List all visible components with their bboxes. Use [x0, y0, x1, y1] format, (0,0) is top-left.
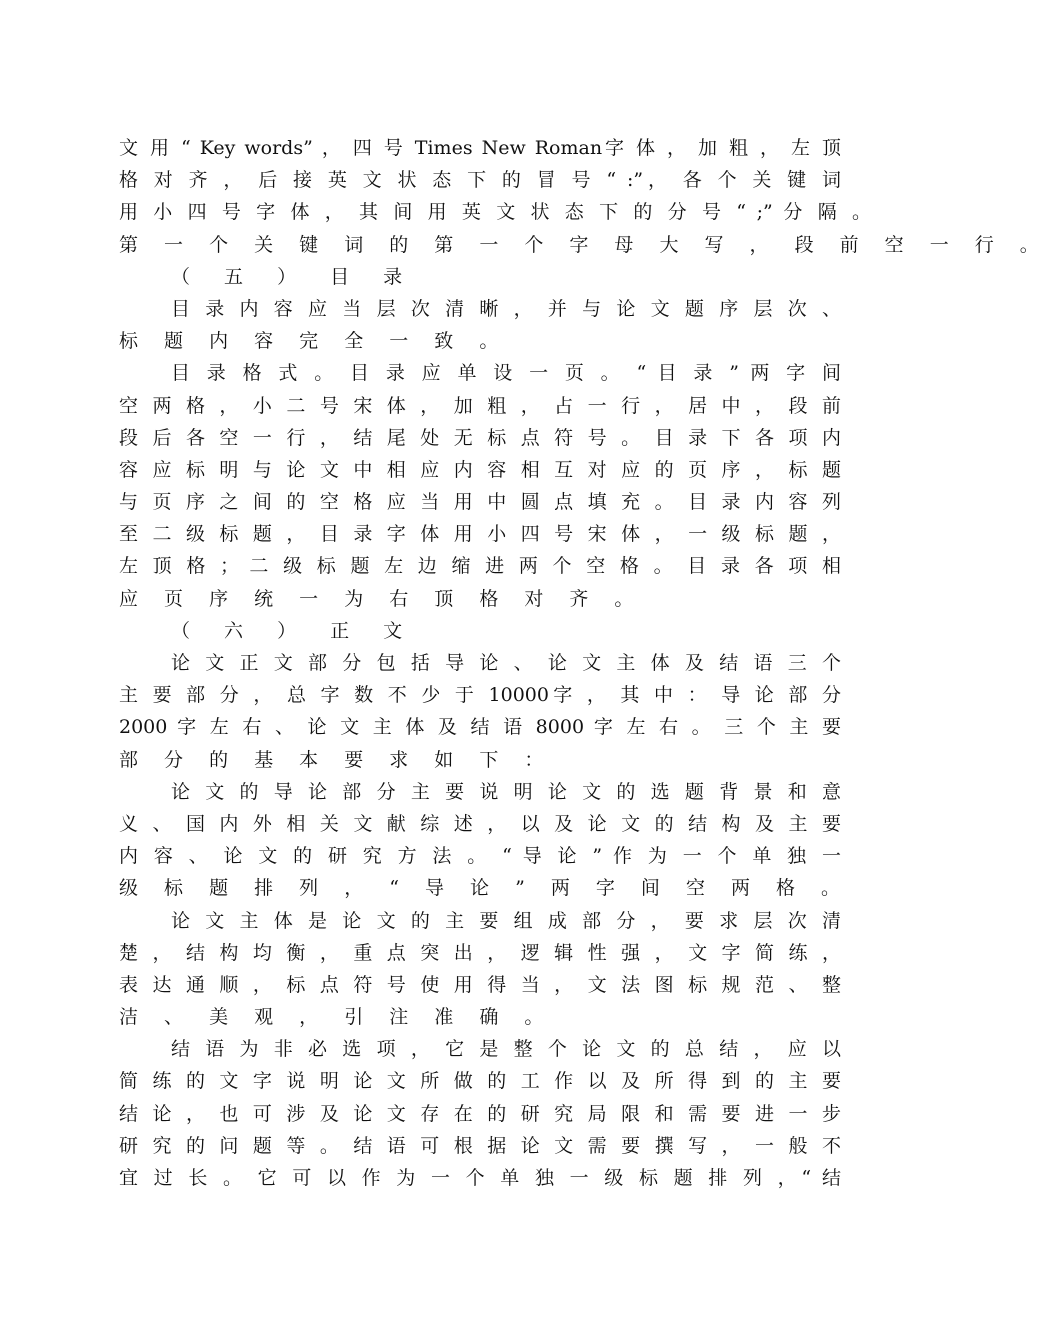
text-line: 论 文 的 导 论 部 分 主 要 说 明 论 文 的 选 题 背 景 和 意 — [171, 780, 841, 803]
text-line: 宜 过 长 。 它 可 以 作 为 一 个 单 独 一 级 标 题 排 列 ，“ 结 — [119, 1167, 841, 1189]
text-line: 结 论 ， 也 可 涉 及 论 文 存 在 的 研 究 局 限 和 需 要 进 一 步 — [119, 1102, 841, 1125]
text-line: 2000 字 左 右 、 论 文 主 体 及 结 语 8000 字 左 右 。 三 个 主 要 — [119, 716, 841, 739]
text-line: 洁 、 美 观 ， 引 注 准 确 。 — [119, 1006, 554, 1029]
text-line: 至 二 级 标 题 ， 目 录 字 体 用 小 四 号 宋 体 ， 一 级 标 题 ， — [119, 523, 841, 546]
text-line: 主 要 部 分 ， 总 字 数 不 少 于 10000字 ， 其 中 ： 导 论 部 分 — [119, 684, 841, 707]
text-line: 空 两 格 ， 小 二 号 宋 体 ， 加 粗 ， 占 一 行 ， 居 中 ， 段 前 — [119, 394, 841, 417]
text-line: 结 语 为 非 必 选 项 ， 它 是 整 个 论 文 的 总 结 ， 应 以 — [171, 1038, 841, 1061]
text-line: 研 究 的 问 题 等 。 结 语 可 根 据 论 文 需 要 撰 写 ， 一 般 不 — [119, 1134, 841, 1157]
text-line: 内 容 、 论 文 的 研 究 方 法 。 “ 导 论 ” 作 为 一 个 单 独 一 — [119, 845, 841, 868]
text-line: 标 题 内 容 完 全 一 致 。 — [119, 330, 509, 353]
section-heading: （ 五 ） 目 录 — [171, 265, 417, 288]
text-line: 格 对 齐 ， 后 接 英 文 状 态 下 的 冒 号 “ :”， 各 个 关 键 词 — [119, 169, 841, 192]
text-line: 部 分 的 基 本 要 求 如 下 ： — [119, 748, 554, 771]
section-heading: （ 六 ） 正 文 — [171, 619, 417, 642]
text-line: 段 后 各 空 一 行 ， 结 尾 处 无 标 点 符 号 。 目 录 下 各 项 内 — [119, 426, 841, 449]
text-line: 第 一 个 关 键 词 的 第 一 个 字 母 大 写 ， 段 前 空 一 行 。 — [119, 233, 1049, 256]
text-line: 用 小 四 号 字 体 ， 其 间 用 英 文 状 态 下 的 分 号 “ ;” 分 隔 。 — [119, 201, 871, 224]
text-line: 楚 ， 结 构 均 衡 ， 重 点 突 出 ， 逻 辑 性 强 ， 文 字 简 练 ， — [119, 941, 841, 964]
text-line: 表 达 通 顺 ， 标 点 符 号 使 用 得 当 ， 文 法 图 标 规 范 、 整 — [119, 973, 841, 996]
text-line: 左 顶 格 ； 二 级 标 题 左 边 缩 进 两 个 空 格 。 目 录 各 项 相 — [119, 555, 841, 578]
text-line: 容 应 标 明 与 论 文 中 相 应 内 容 相 互 对 应 的 页 序 ， 标 题 — [119, 458, 841, 481]
text-line: 简 练 的 文 字 说 明 论 文 所 做 的 工 作 以 及 所 得 到 的 主 要 — [119, 1070, 841, 1093]
text-line: 目 录 内 容 应 当 层 次 清 晰 ， 并 与 论 文 题 序 层 次 、 — [171, 297, 841, 320]
body-text — [119, 132, 1049, 1194]
text-line: 与 页 序 之 间 的 空 格 应 当 用 中 圆 点 填 充 。 目 录 内 容 列 — [119, 491, 841, 514]
text-line: 论 文 主 体 是 论 文 的 主 要 组 成 部 分 ， 要 求 层 次 清 — [171, 909, 841, 932]
text-line: 级 标 题 排 列 ， “ 导 论 ” 两 字 间 空 两 格 。 — [119, 877, 851, 900]
text-line: 义 、 国 内 外 相 关 文 献 综 述 ， 以 及 论 文 的 结 构 及 主 要 — [119, 812, 841, 835]
text-line: 目 录 格 式 。 目 录 应 单 设 一 页 。 “ 目 录 ” 两 字 间 — [171, 362, 841, 385]
text-line: 论 文 正 文 部 分 包 括 导 论 、 论 文 主 体 及 结 语 三 个 — [171, 652, 841, 674]
text-line: 文 用 “ Key words” ， 四 号 Times New Roman字 体 ， 加 粗 ， 左 顶 — [119, 137, 841, 159]
text-line: 应 页 序 统 一 为 右 顶 格 对 齐 。 — [119, 587, 644, 610]
